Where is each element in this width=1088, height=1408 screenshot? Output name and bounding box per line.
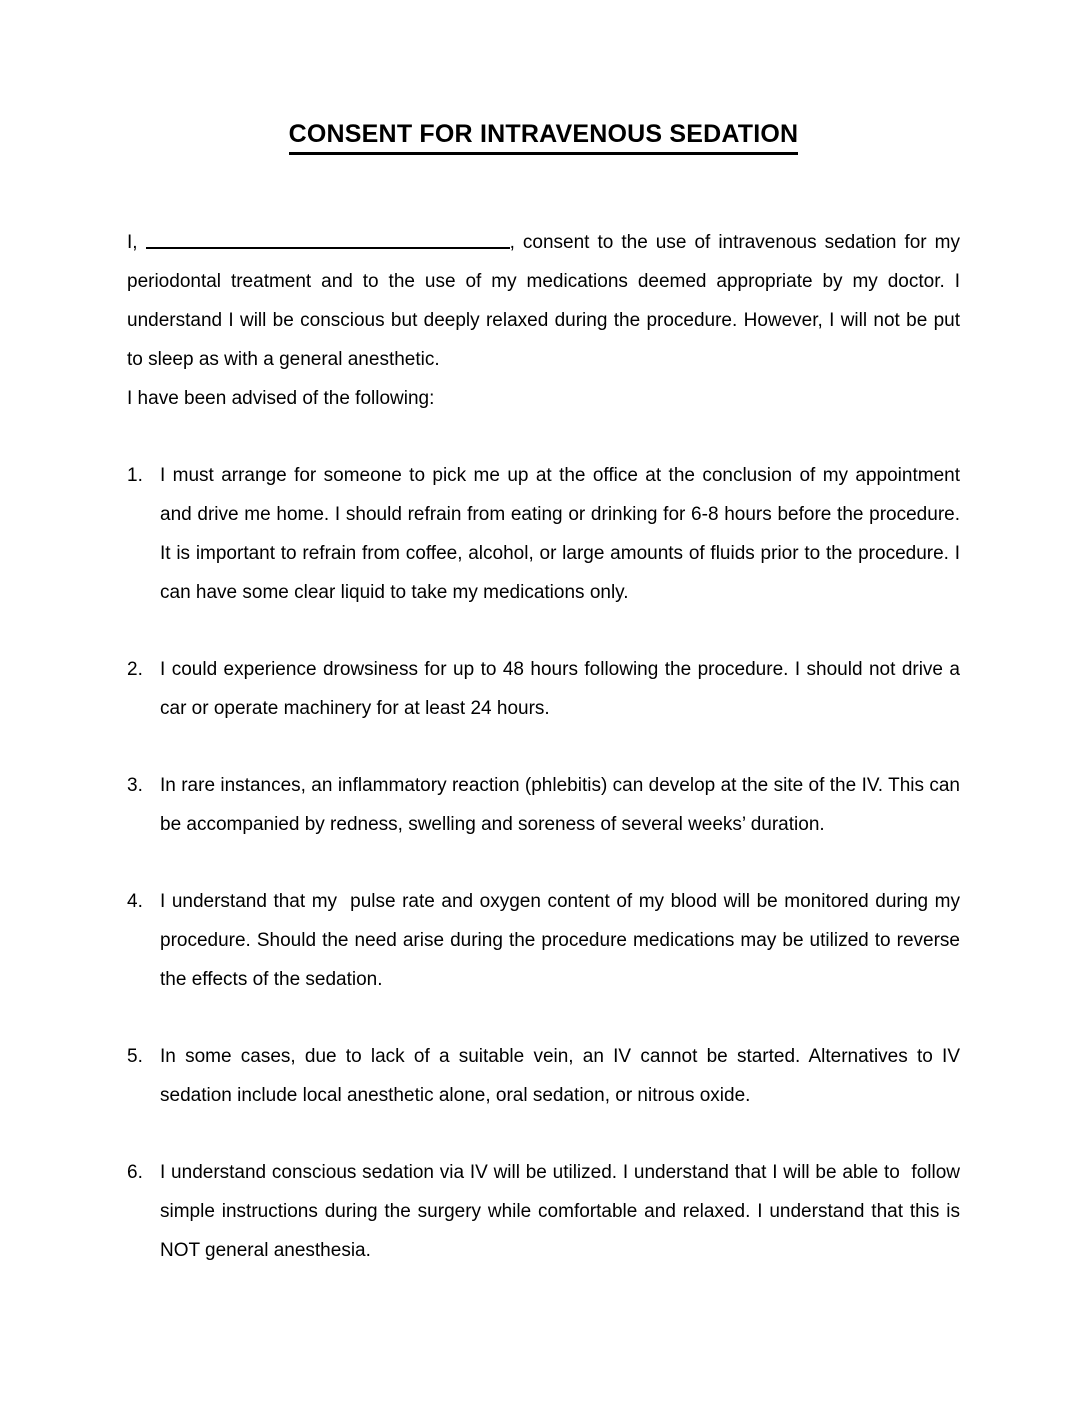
item-number: 3. [127,775,143,796]
list-item [127,456,960,612]
document-body [127,223,960,1270]
page-title: CONSENT FOR INTRAVENOUS SEDATION [289,120,799,155]
item-text: In rare instances, an inflammatory reaction (phlebitis) can develop at the site of the IV. This can be accompanied by redness, swelling and soreness of several weeks’ duration. [160,775,960,835]
list-item [127,650,960,728]
list-item [127,766,960,844]
item-number: 6. [127,1162,143,1183]
list-item [127,1153,960,1270]
item-text: I could experience drowsiness for up to 48 hours following the procedure. I should not drive a car or operate machinery for at least 24 hours. [160,659,960,719]
list-item [127,1037,960,1115]
intro-prefix: I, [127,232,146,253]
intro-paragraph [127,223,960,379]
signature-name-blank[interactable] [146,245,510,249]
item-number: 4. [127,891,143,912]
intro-suffix: , consent to the use of intravenous sedation for my periodontal treatment and to the use of my medications deemed appropriate by my doctor. I understand I will be conscious but deeply relaxed during the procedure. However, I will not be put to sleep as with a general anesthetic. [127,232,960,370]
advisory-line: I have been advised of the following: [127,388,435,409]
item-number: 1. [127,465,143,486]
consent-items-list [127,456,960,1270]
item-text: In some cases, due to lack of a suitable vein, an IV cannot be started. Alternatives to IV sedation include local anesthetic alone, oral sedation, or nitrous oxide. [160,1046,960,1106]
item-text: I must arrange for someone to pick me up at the office at the conclusion of my appointment and drive me home. I should refrain from eating or drinking for 6-8 hours before the procedure. It is important to refrain from coffee, alcohol, or large amounts of fluids prior to the procedure. I can have some clear liquid to take my medications only. [160,465,960,603]
title-container [127,120,960,155]
item-number: 5. [127,1046,143,1067]
item-text: I understand conscious sedation via IV will be utilized. I understand that I will be able to follow simple instructions during the surgery while comfortable and relaxed. I understand that this is NOT general anesthesia. [160,1162,960,1261]
list-item [127,882,960,999]
item-text: I understand that my pulse rate and oxygen content of my blood will be monitored during my procedure. Should the need arise during the procedure medications may be utilized to reverse the effects of the sedation. [160,891,960,990]
item-number: 2. [127,659,143,680]
